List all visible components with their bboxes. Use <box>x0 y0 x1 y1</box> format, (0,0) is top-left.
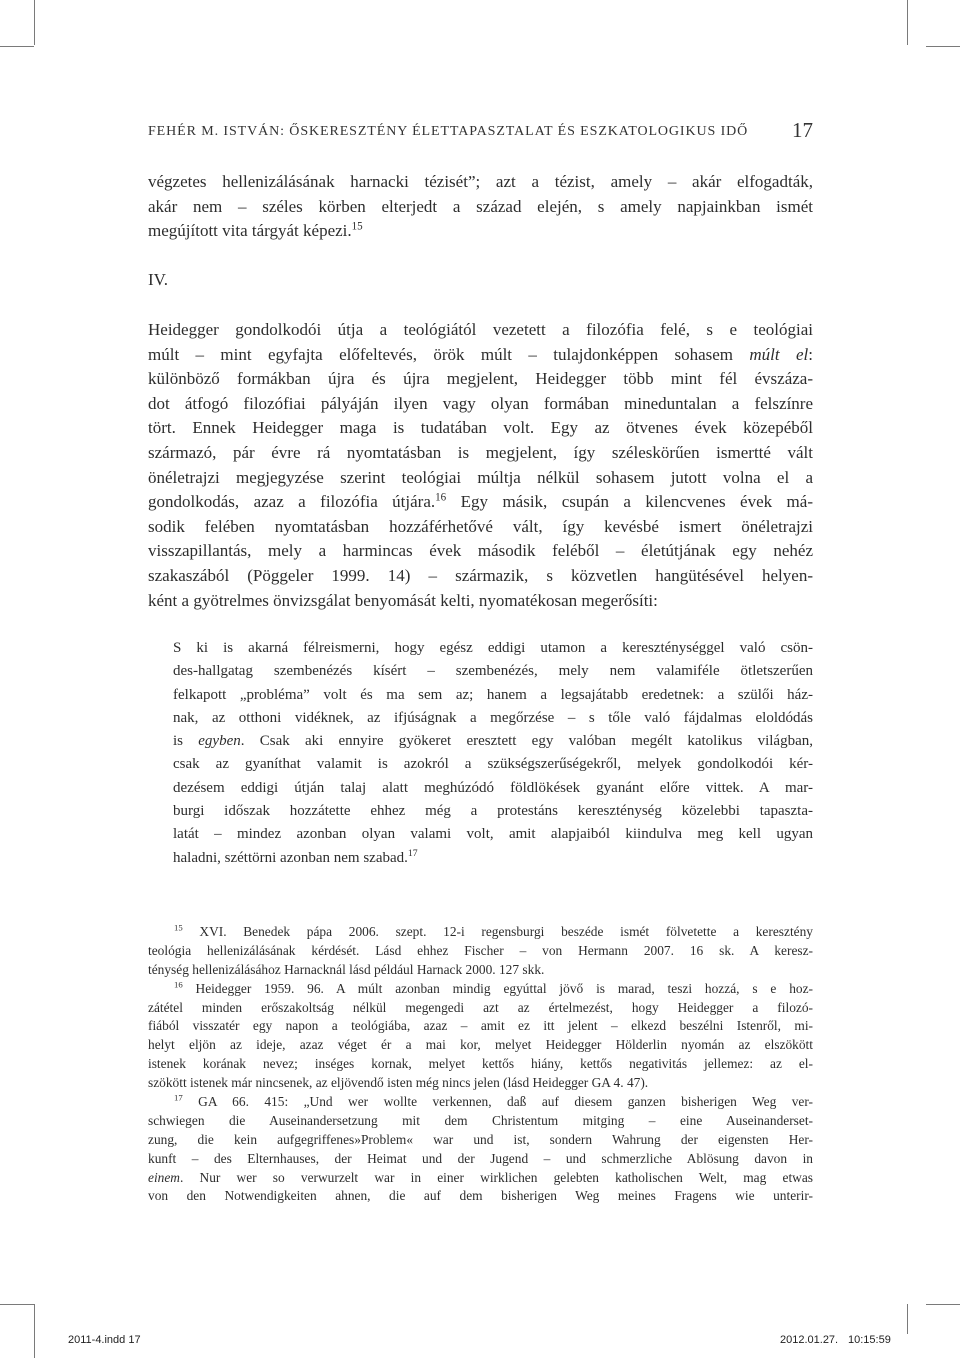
paragraph-line: akár nem – széles körben elterjedt a század elején, s amely napjainkban ismét <box>148 196 813 216</box>
footnote-line: ténység hellenizálásához Harnacknál lásd például Harnack 2000. 127 skk. <box>148 961 545 977</box>
footnote-line: teológia hellenizálásának kérdését. Lásd ehhez Fischer – von Hermann 2007. 16 sk. A keresz- <box>148 942 813 958</box>
footnote-line: kunft – des Elternhauses, der Heimat und der Jugend – und schmerzliche Ablösung davon in <box>148 1150 813 1166</box>
emphasis-text: einem <box>148 1169 180 1185</box>
paragraph-line: különböző formákban újra és újra megjelent, Heidegger több mint fél évszáza- <box>148 369 813 389</box>
quote-line: is egyben. Csak aki ennyire gyökeret eresztett egy valóban megélt katolikus világban, <box>173 733 813 750</box>
quote-line: S ki is akarná félreismerni, hogy egész eddigi utamon a kereszténységgel való csön- <box>173 640 813 656</box>
crop-mark <box>34 1304 35 1358</box>
section-heading: IV. <box>148 270 168 289</box>
running-title: FEHÉR M. ISTVÁN: ŐSKERESZTÉNY ÉLETTAPASZTALAT ÉS ESZKATOLOGIKUS IDŐ <box>148 124 749 139</box>
crop-mark <box>907 1304 908 1334</box>
emphasis-text: múlt el <box>749 344 809 364</box>
main-paragraph <box>148 318 813 613</box>
intro-paragraph <box>148 170 813 244</box>
slug-time: 10:15:59 <box>848 1334 891 1346</box>
quote-line: latát – mindez azonban olyan valami volt, amit alapjaiból kiindulva meg kell ugyan <box>173 826 813 843</box>
slug-date: 2012.01.27. <box>780 1334 839 1346</box>
footnotes <box>148 923 813 1206</box>
paragraph-line: származó, pár évre rá nyomtatásban is megjelent, így széleskörűen ismertté vált <box>148 442 813 462</box>
footnote-line: schwiegen die Auseinandersetzung mit dem Christentum mitging – eine Auseinanderset- <box>148 1112 813 1128</box>
block-quote <box>173 637 813 870</box>
footnote-ref-15: 15 <box>351 220 363 233</box>
crop-mark <box>926 1304 960 1305</box>
paragraph-line: megújított vita tárgyát képezi.$^{15}$ <box>148 220 363 241</box>
paragraph-line: szakaszából (Pöggeler 1999. 14) – származik, s közvetlen hangütésével helyen- <box>148 565 813 585</box>
footnote-ref-17: 17 <box>407 847 418 859</box>
quote-line: felkapott „probléma” volt és ma sem az; hanem a legsajátabb eredetnek: a szülői ház- <box>173 686 813 703</box>
footnote-line: fiából visszatér egy napon a teológiába, azaz – amit ez itt jelent – elkezd beszélni Istenről, mi- <box>148 1018 813 1034</box>
paragraph-line: visszapillantás, mely a harmincas évek második feléből – életútjának egy nehéz <box>148 541 813 561</box>
paragraph-line: önéletrajzi megjegyzése szerint teológiai múltja nélkül sohasem jutott volna el a <box>148 467 813 487</box>
emphasis-text: egyben <box>198 733 241 750</box>
footnote-ref-16: 16 <box>435 491 447 504</box>
quote-line: dezésem eddigi útján talaj alatt meghúzódó földlökések gyanánt előre vittek. A mar- <box>173 779 813 796</box>
quote-line: haladni, széttörni azonban nem szabad.$^{17}$ <box>173 847 418 866</box>
quote-line: nak, az otthoni vidéknek, az ifjúságnak a megőrzése – s tőle való fájdalmas eloldódás <box>173 709 813 726</box>
paragraph-line: Heidegger gondolkodói útja a teológiától vezetett a filozófia felé, s e teológiai <box>148 320 813 339</box>
crop-mark <box>907 0 908 45</box>
running-header <box>148 118 813 148</box>
paragraph-line: végzetes hellenizálásának harnacki tézisét”; azt a tézist, amely – akár elfogadták, <box>148 172 813 191</box>
footnote-line: szökött istenek már nincsenek, az eljövendő isten még nincs jelen (lásd Heidegger GA 4. 47). <box>148 1075 649 1091</box>
crop-mark <box>34 0 35 45</box>
footnote-line: istenek korának nevez; inséges kornak, melyet kettős hiány, kettős negativitás jellemez: az el- <box>148 1056 813 1072</box>
paragraph-line: tört. Ennek Heidegger maga is tudatában volt. Egy az ötvenes évek közepéből <box>148 418 813 438</box>
footnote-line: von den Notwendigkeiten ahnen, die auf dem bisherigen Weg meines Fragens wie unterir- <box>148 1188 813 1204</box>
crop-mark <box>926 46 960 47</box>
footnote-line: zung, die kein aufgegriffenes»Problem« war und ist, sondern Wahrung der eigensten Her- <box>148 1131 813 1147</box>
footnote-15: $^{15}$ XVI. Benedek pápa 2006. szept. 12-i regensburgi beszéde ismét fölvetette a keresztény <box>174 922 813 939</box>
footnote-16: $^{16}$ Heidegger 1959. 96. A múlt azonban mindig egyúttal jövő is marad, teszi hozzá, s e hoz- <box>174 979 813 996</box>
paragraph-line: dot átfogó filozófiai pályáján ilyen vagy olyan formában mineduntalan a felszínre <box>148 393 813 413</box>
page-number: 17 <box>792 118 813 142</box>
footnote-17: $^{17}$ GA 66. 415: „Und wer wollte verkennen, daß auf diesem ganzen bisherigen Weg ver- <box>174 1092 813 1110</box>
paragraph-line: sodik felében nyomtatásban hozzáférhetővé vált, így kevésbé ismert önéletrajzi <box>148 516 813 536</box>
footnote-line: helyt eljön az ideje, azaz véget ér a mai kor, melyet Heidegger Hölderlin nyomán az elszökött <box>148 1037 813 1053</box>
crop-mark <box>0 1304 34 1305</box>
paragraph-line: gondolkodás, azaz a filozófia útjára.$^{16}$ Egy másik, csupán a kilencvenes évek má- <box>148 491 813 512</box>
paragraph-line: múlt – mint egyfajta előfeltevés, örök múlt – tulajdonképpen sohasem múlt el: <box>148 344 813 364</box>
slug-filename: 2011-4.indd 17 <box>68 1334 141 1346</box>
paragraph-line: ként a gyötrelmes önvizsgálat benyomását kelti, nyomatékosan megerősíti: <box>148 590 658 610</box>
quote-line: des-hallgatag szembenézés kísért – szembenézés, mely nem valamiféle ötletszerűen <box>173 663 813 680</box>
quote-line: burgi időszak hozzátette ehhez még a protestáns kereszténység közelebbi tapaszta- <box>173 803 813 820</box>
crop-mark <box>0 46 34 47</box>
footnote-line: einem. Nur wer so verwurzelt war in einer wirklichen gelebten katholischen Welt, mag etwas <box>148 1169 813 1185</box>
quote-line: csak az gyaníthat valamit is azokról a szükségszerűségekről, melyek gondolkodói kér- <box>173 756 813 773</box>
footnote-line: zátétel minden erőszakoltság nélkül megengedi azt az értelmezést, hogy Heidegger a filozó- <box>148 999 813 1015</box>
